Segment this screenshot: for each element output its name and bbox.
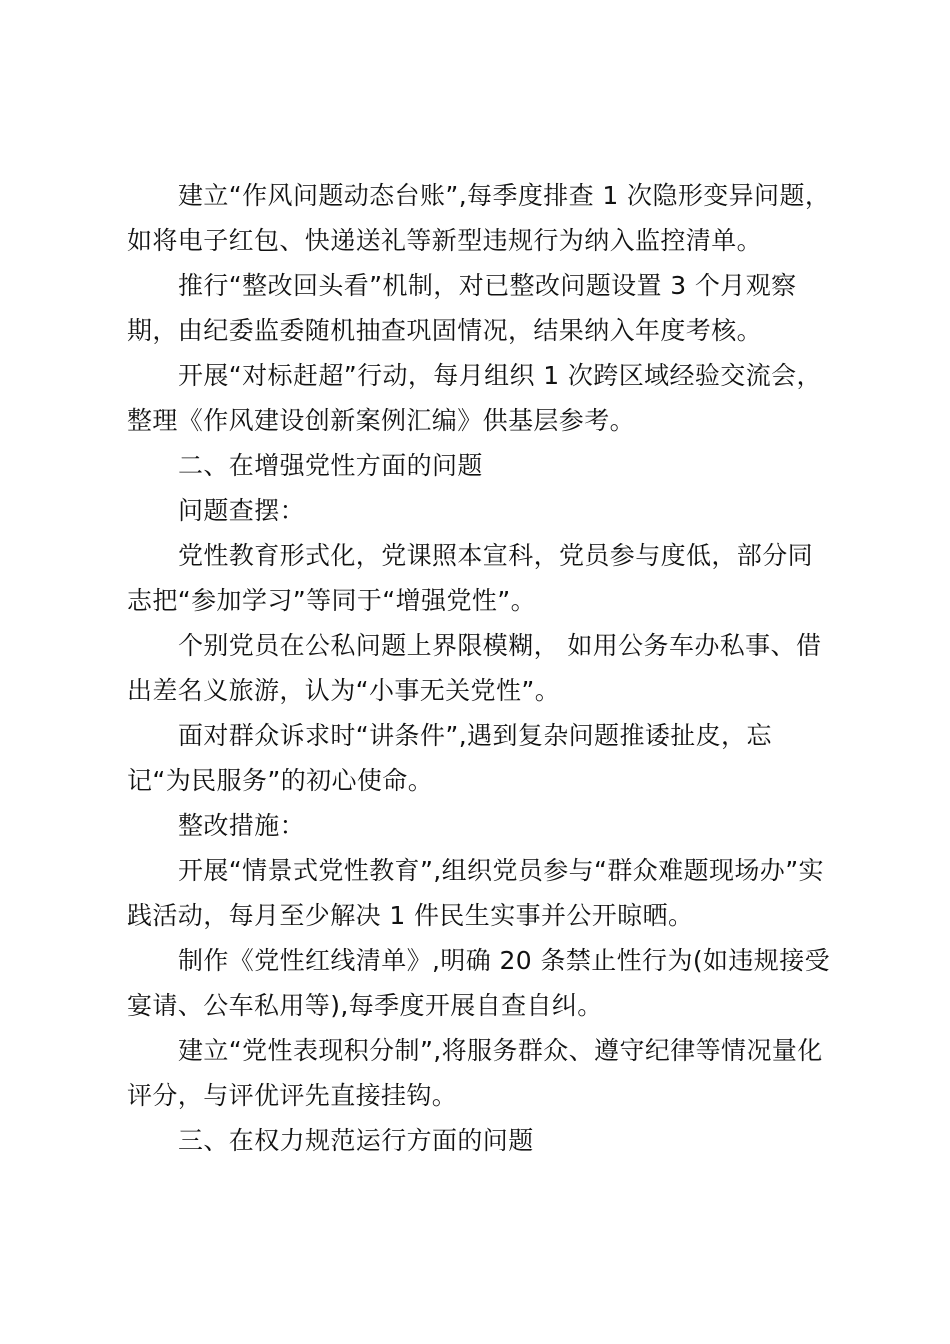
- paragraph-line: 建立“作风问题动态台账”,每季度排查 1 次隐形变异问题，: [178, 181, 831, 210]
- paragraph-line: 党性教育形式化，党课照本宣科，党员参与度低，部分同: [178, 541, 814, 570]
- paragraph-line: 践活动，每月至少解决 1 件民生实事并公开晾晒。: [127, 901, 694, 930]
- paragraph-5: [127, 623, 827, 713]
- subheading-text: 问题查摆：: [178, 496, 306, 525]
- heading-text: 二、在增强党性方面的问题: [178, 451, 483, 480]
- paragraph-line: 整理《作风建设创新案例汇编》供基层参考。: [127, 406, 636, 435]
- paragraph-8: [127, 938, 831, 1028]
- paragraph-line: 出差名义旅游，认为“小事无关党性”。: [127, 676, 561, 705]
- paragraph-line: 宴请、公车私用等),每季度开展自查自纠。: [127, 991, 603, 1020]
- section-heading-2: [127, 443, 827, 488]
- paragraph-line: 记“为民服务”的初心使命。: [127, 766, 434, 795]
- paragraph-line: 建立“党性表现积分制”,将服务群众、遵守纪律等情况量化: [178, 1036, 823, 1065]
- paragraph-2: [127, 263, 827, 353]
- subheading-problems: [127, 488, 827, 533]
- paragraph-1: [127, 173, 831, 263]
- paragraph-line: 开展“对标赶超”行动，每月组织 1 次跨区域经验交流会，: [178, 361, 822, 390]
- paragraph-3: [127, 353, 827, 443]
- paragraph-4: [127, 533, 827, 623]
- paragraph-line: 期，由纪委监委随机抽查巩固情况，结果纳入年度考核。: [127, 316, 763, 345]
- paragraph-7: [127, 848, 827, 938]
- paragraph-line: 如将电子红包、快递送礼等新型违规行为纳入监控清单。: [127, 226, 763, 255]
- paragraph-line: 志把“参加学习”等同于“增强党性”。: [127, 586, 537, 615]
- paragraph-line: 面对群众诉求时“讲条件”,遇到复杂问题推诿扯皮，忘: [178, 721, 772, 750]
- heading-text: 三、在权力规范运行方面的问题: [178, 1126, 534, 1155]
- section-heading-3: [127, 1118, 827, 1163]
- paragraph-line: 评分，与评优评先直接挂钩。: [127, 1081, 458, 1110]
- paragraph-6: [127, 713, 827, 803]
- paragraph-line: 个别党员在公私问题上界限模糊， 如用公务车办私事、借: [178, 631, 822, 660]
- paragraph-line: 推行“整改回头看”机制，对已整改问题设置 3 个月观察: [178, 271, 797, 300]
- paragraph-line: 制作《党性红线清单》,明确 20 条禁止性行为(如违规接受: [178, 946, 831, 975]
- subheading-measures: [127, 803, 827, 848]
- subheading-text: 整改措施：: [178, 811, 306, 840]
- paragraph-9: [127, 1028, 827, 1118]
- paragraph-line: 开展“情景式党性教育”,组织党员参与“群众难题现场办”实: [178, 856, 824, 885]
